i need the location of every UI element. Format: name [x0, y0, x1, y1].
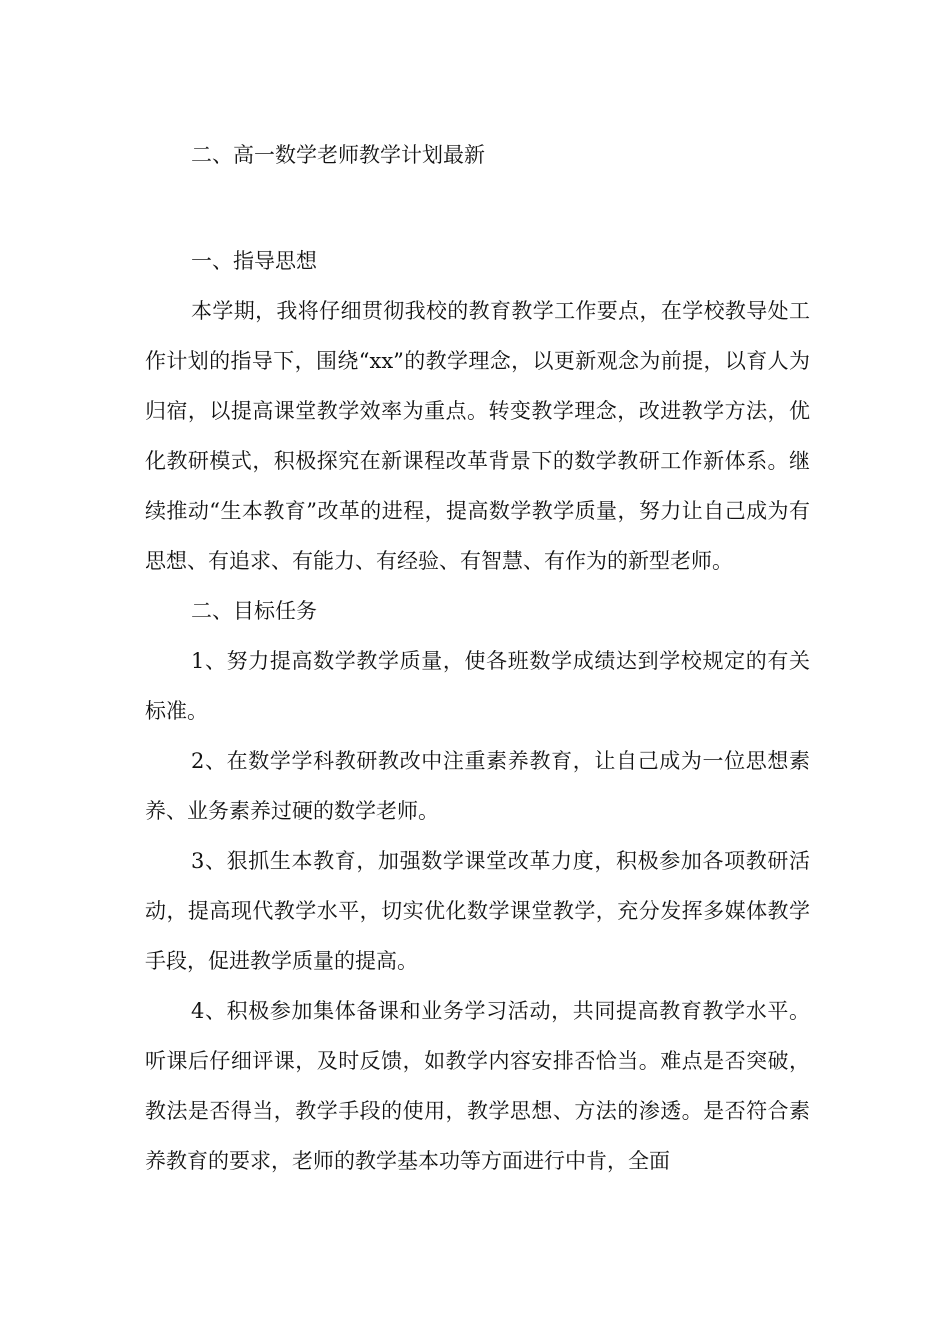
paragraph-goal-4: 4、积极参加集体备课和业务学习活动，共同提高教育教学水平。听课后仔细评课，及时反馈，如教学内容安排否恰当。难点是否突破，教法是否得当，教学手段的使用，教学思想、方法的渗透。是否符合素养教育的要求，老师的教学基本功等方面进行中肯，全面	[145, 999, 810, 1173]
paragraph-goal-2: 2、在数学学科教研教改中注重素养教育，让自己成为一位思想素养、业务素养过硬的数学老师。	[145, 749, 810, 823]
document-title: 二、高一数学老师教学计划最新	[191, 143, 485, 167]
document-body	[145, 130, 810, 1186]
paragraph-goal-3: 3、狠抓生本教育，加强数学课堂改革力度，积极参加各项教研活动，提高现代教学水平，切实优化数学课堂教学，充分发挥多媒体教学手段，促进教学质量的提高。	[145, 849, 810, 973]
section-heading-guiding-ideology: 一、指导思想	[191, 249, 317, 273]
section-heading-goals: 二、目标任务	[191, 599, 317, 623]
paragraph-goal-1: 1、努力提高数学教学质量，使各班数学成绩达到学校规定的有关标准。	[145, 649, 810, 723]
paragraph-guiding-ideology: 本学期，我将仔细贯彻我校的教育教学工作要点，在学校教导处工作计划的指导下，围绕“xx”的教学理念，以更新观念为前提，以育人为归宿，以提高课堂教学效率为重点。转变教学理念，改进教学方法，优化教研模式，积极探究在新课程改革背景下的数学教研工作新体系。继续推动“生本教育”改革的进程，提高数学教学质量，努力让自己成为有思想、有追求、有能力、有经验、有智慧、有作为的新型老师。	[145, 299, 810, 573]
